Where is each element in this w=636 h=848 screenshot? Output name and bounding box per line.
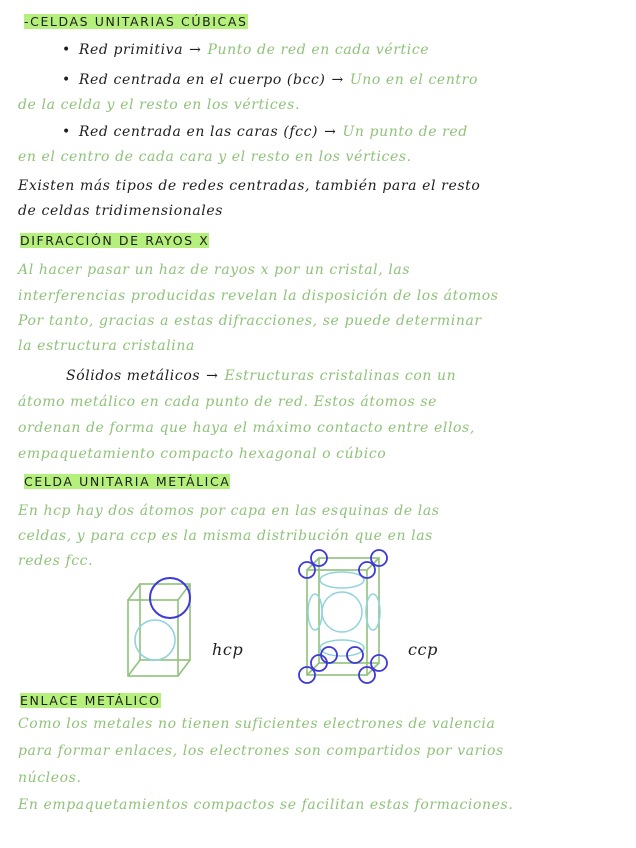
description: Uno en el centro [349,72,478,88]
enlace-line-2: para formar enlaces, los electrones son compartidos por varios [18,743,504,759]
hcp-label: hcp [212,640,244,659]
term: Red primitiva [78,42,184,58]
solidos-line-2: ordenan de forma que haya el máximo contacto entre ellos, [18,420,475,436]
bullet-dot: • [62,124,71,140]
section-heading-enlace [18,693,165,708]
term: Sólidos metálicos [66,368,201,384]
arrow-icon: → [206,368,219,384]
section-heading-celda-metalica [22,474,234,489]
atom-middle-circle [135,620,175,660]
section-heading-difraccion [18,233,213,248]
celda-metalica-line-2: celdas, y para ccp es la misma distribución que en las [18,528,433,544]
solidos-metalicos-line [66,368,456,384]
bullet-dot: • [62,42,71,58]
solidos-line-1: átomo metálico en cada punto de red. Estos átomos se [18,394,438,410]
section-heading-celdas-cubicas [22,14,252,29]
heading-text: -CELDAS UNITARIAS CÚBICAS [24,14,248,29]
term: Red centrada en las caras (fcc) [78,124,319,140]
heading-text: ENLACE METÁLICO [20,693,161,708]
arrow-icon: → [324,124,337,140]
description: Un punto de red [342,124,468,140]
note-line-2: de celdas tridimensionales [18,203,224,219]
difraccion-line-3: Por tanto, gracias a estas difracciones, se puede determinar [18,313,482,329]
enlace-line-1: Como los metales no tienen suficientes electrones de valencia [18,716,496,732]
description: Estructuras cristalinas con un [224,368,457,384]
difraccion-line-4: la estructura cristalina [18,338,195,354]
arrow-icon: → [331,72,344,88]
difraccion-line-1: Al hacer pasar un haz de rayos x por un cristal, las [18,262,411,278]
celda-metalica-line-1: En hcp hay dos átomos por capa en las esquinas de las [18,503,440,519]
difraccion-line-2: interferencias producidas revelan la disposición de los átomos [18,288,499,304]
ccp-label: ccp [408,640,438,659]
celda-metalica-line-3: redes fcc. [18,553,94,569]
bullet-dot: • [62,72,71,88]
solidos-line-3: empaquetamiento compacto hexagonal o cúbico [18,446,387,462]
term: Red centrada en el cuerpo (bcc) [78,72,326,88]
bullet-red-fcc [62,124,468,140]
hcp-cell-diagram [120,570,200,680]
arrow-icon: → [189,42,202,58]
bullet-red-primitiva [62,42,429,58]
description: Punto de red en cada vértice [207,42,430,58]
heading-text: DIFRACCIÓN DE RAYOS X [20,233,210,248]
note-line-1: Existen más tipos de redes centradas, también para el resto [18,178,481,194]
atom-center-circle [322,592,362,632]
heading-text: CELDA UNITARIA METÁLICA [24,474,231,489]
bullet-bcc-continuation: de la celda y el resto en los vértices. [18,97,301,113]
enlace-line-3: núcleos. [18,770,82,786]
bullet-fcc-continuation: en el centro de cada cara y el resto en los vértices. [18,149,412,165]
enlace-line-4: En empaquetamientos compactos se facilitan estas formaciones. [18,797,514,813]
bullet-red-bcc [62,72,478,88]
ccp-cell-diagram [295,550,395,685]
